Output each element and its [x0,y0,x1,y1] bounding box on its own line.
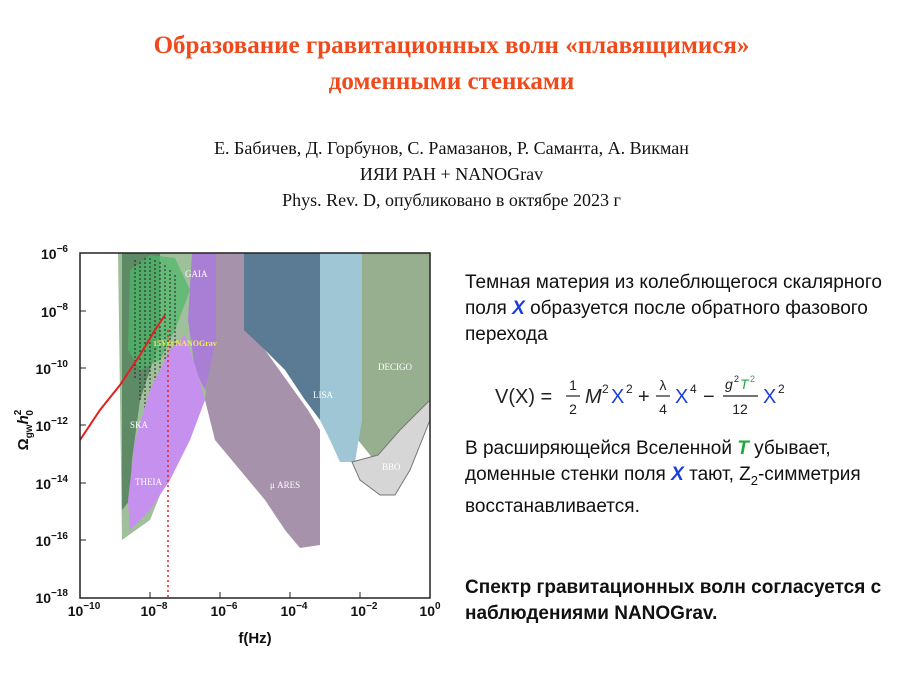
power-2: 2 [734,374,740,384]
power-2: 2 [602,382,609,396]
y-tick: $10^{-14}$ [35,474,68,492]
authors-block [0,135,903,213]
p2-text-c: тают, Z [689,464,751,485]
frac-den-12: 12 [732,401,748,417]
y-axis-label: $\Omega_{gw}h^20$ [13,409,36,451]
label-bbo: BBO [382,462,401,472]
paragraph-dark-matter [465,270,885,348]
label-nanograv: 15Yrs NANOGrav [153,339,217,348]
title-line-1: Образование гравитационных волн «плавящимися» [153,32,750,59]
frac-num-half: 1 [569,377,577,393]
x-tick: $10^{-2}$ [350,601,378,619]
title-line-2: доменными стенками [328,68,575,95]
potential-formula [495,370,835,422]
y-tick: $10^{-18}$ [35,588,68,606]
journal-reference: Phys. Rev. D, опубликовано в октябре 2023 г [282,190,621,210]
label-ska: SKA [130,420,149,430]
x-tick: $10^{-6}$ [210,601,238,619]
frac-num-lambda: λ [659,377,667,393]
paragraph-conclusion: Спектр гравитационных волн согласуется с наблюдениями NANOGrav. [465,577,882,624]
x-axis-label: f(Hz) [238,630,272,647]
power-2: 2 [750,374,756,384]
p2-subscript: 2 [750,472,758,488]
temperature-t: T [740,376,749,392]
field-x: X [675,386,689,408]
power-2: 2 [626,382,633,396]
power-2: 2 [778,382,785,396]
affiliation: ИЯИ РАН + NANOGrav [359,164,544,184]
p2-field-x: X [671,464,684,485]
field-x: X [611,386,625,408]
y-tick: $10^{-10}$ [35,359,68,377]
label-lisa: LISA [313,390,333,400]
label-decigo: DECIGO [378,362,412,372]
frac-den-half: 2 [569,401,577,417]
y-tick: $10^{-16}$ [35,531,68,549]
x-tick: $10^{-10}$ [67,601,101,619]
p2-temperature: T [737,438,749,459]
coupling-g: g [725,376,733,392]
power-4: 4 [690,382,697,396]
y-tick: $10^{-6}$ [41,244,68,262]
p2-text-a: В расширяющейся Вселенной [465,438,732,459]
author-names: Е. Бабичев, Д. Горбунов, С. Рамазанов, Р. Саманта, А. Викман [214,138,689,158]
lisa-region [320,253,362,462]
p2-text-d: -симметрия восстанавливается. [465,464,861,517]
label-theia: THEIA [135,477,162,487]
x-tick: $10^0$ [419,601,441,619]
frac-den-4: 4 [659,401,667,417]
label-gaia: GAIA [185,269,208,279]
field-x: X [763,386,777,408]
slide-title [0,28,903,100]
y-tick: $10^{-12}$ [35,416,68,434]
p1-field-x: X [512,298,525,319]
p1-text-b: образуется после обратного фазового перехода [465,298,868,345]
label-mu-ares: μ ARES [270,480,301,490]
y-tick: $10^{-8}$ [41,302,68,320]
minus-sign: − [703,386,715,408]
p2-text-b: убывает, доменные стенки поля [465,438,831,485]
gw-spectrum-plot [0,235,450,655]
plus-sign: + [638,386,650,408]
formula-lhs: V(X) = [495,386,553,408]
paragraph-melting-walls [465,436,885,520]
x-tick: $10^{-8}$ [140,601,168,619]
mass-term: M [585,386,602,408]
x-tick: $10^{-4}$ [280,601,308,619]
p1-text-a: Темная материя из колеблющегося скалярного поля [465,272,882,319]
